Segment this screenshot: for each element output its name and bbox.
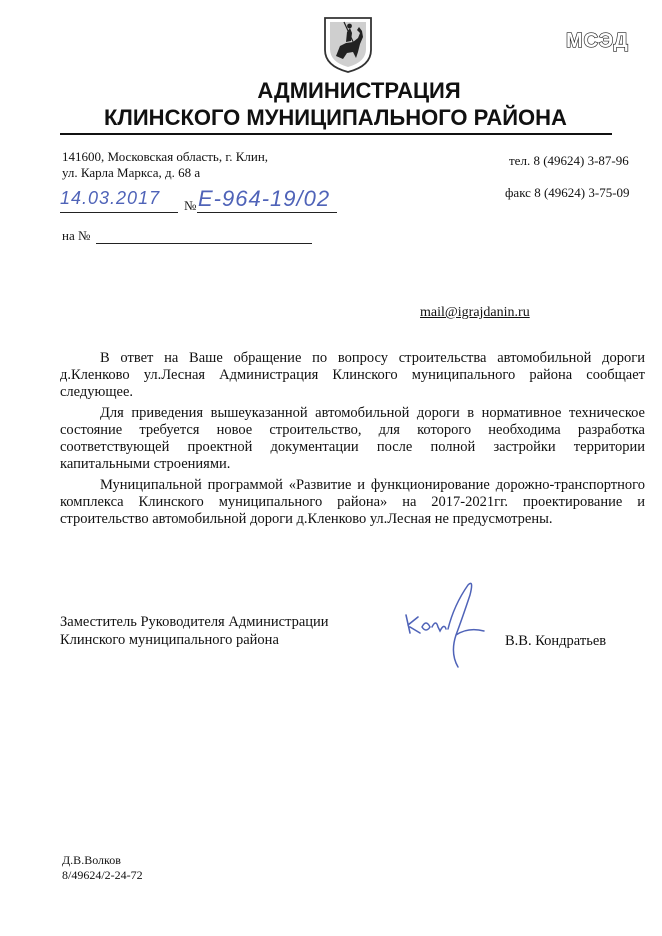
reference-label: на №	[62, 228, 91, 243]
header-divider	[60, 133, 612, 135]
outgoing-number: Е-964-19/02	[198, 186, 331, 211]
signatory-title	[60, 613, 329, 649]
postal-address	[62, 149, 268, 181]
number-underline	[197, 212, 337, 213]
coat-of-arms-emblem	[322, 16, 374, 74]
executor-name: Д.В.Волков	[62, 853, 121, 867]
org-title-line2: КЛИНСКОГО МУНИЦИПАЛЬНОГО РАЙОНА	[104, 105, 567, 130]
fax: факс 8 (49624) 3-75-09	[505, 185, 630, 200]
handwritten-signature	[398, 575, 498, 670]
address-line1: 141600, Московская область, г. Клин,	[62, 149, 269, 164]
telephone: тел. 8 (49624) 3-87-96	[509, 153, 629, 168]
body-paragraph-1: В ответ на Ваше обращение по вопросу строительства автомобильной дороги д.Кленково ул.Лесная Администрация Клинского муниципального района сообщает следующее.	[60, 350, 645, 400]
number-sign: №	[184, 198, 197, 213]
address-line2: ул. Карла Маркса, д. 68 а	[62, 165, 201, 180]
executor-info	[62, 853, 143, 883]
body-paragraph-3: Муниципальной программой «Развитие и функционирование дорожно-транспортного комплекса Клинского муниципального района» на 2017-2021гг. проектирование и строительство автомобильной дороги д.Кленково ул.Лесная не предусмотрены.	[60, 477, 645, 527]
date-underline	[60, 212, 178, 213]
letter-body	[60, 350, 645, 532]
executor-phone: 8/49624/2-24-72	[62, 868, 143, 882]
outgoing-date: 14.03.2017	[60, 188, 161, 208]
recipient-email: mail@igrajdanin.ru	[420, 305, 530, 320]
signatory-name: В.В. Кондратьев	[505, 633, 607, 649]
signatory-title-line1: Заместитель Руководителя Администрации	[60, 614, 329, 630]
signatory-title-line2: Клинского муниципального района	[60, 632, 279, 648]
reference-underline	[96, 243, 312, 244]
msed-stamp: МСЭД	[566, 30, 629, 52]
body-paragraph-2: Для приведения вышеуказанной автомобильной дороги в нормативное техническое состояние требуется новое строительство, для которого необходима разработка соответствующей проектной документации после полной застройки территории капитальными строениями.	[60, 405, 645, 472]
org-title-line1: АДМИНИСТРАЦИЯ	[257, 78, 461, 103]
